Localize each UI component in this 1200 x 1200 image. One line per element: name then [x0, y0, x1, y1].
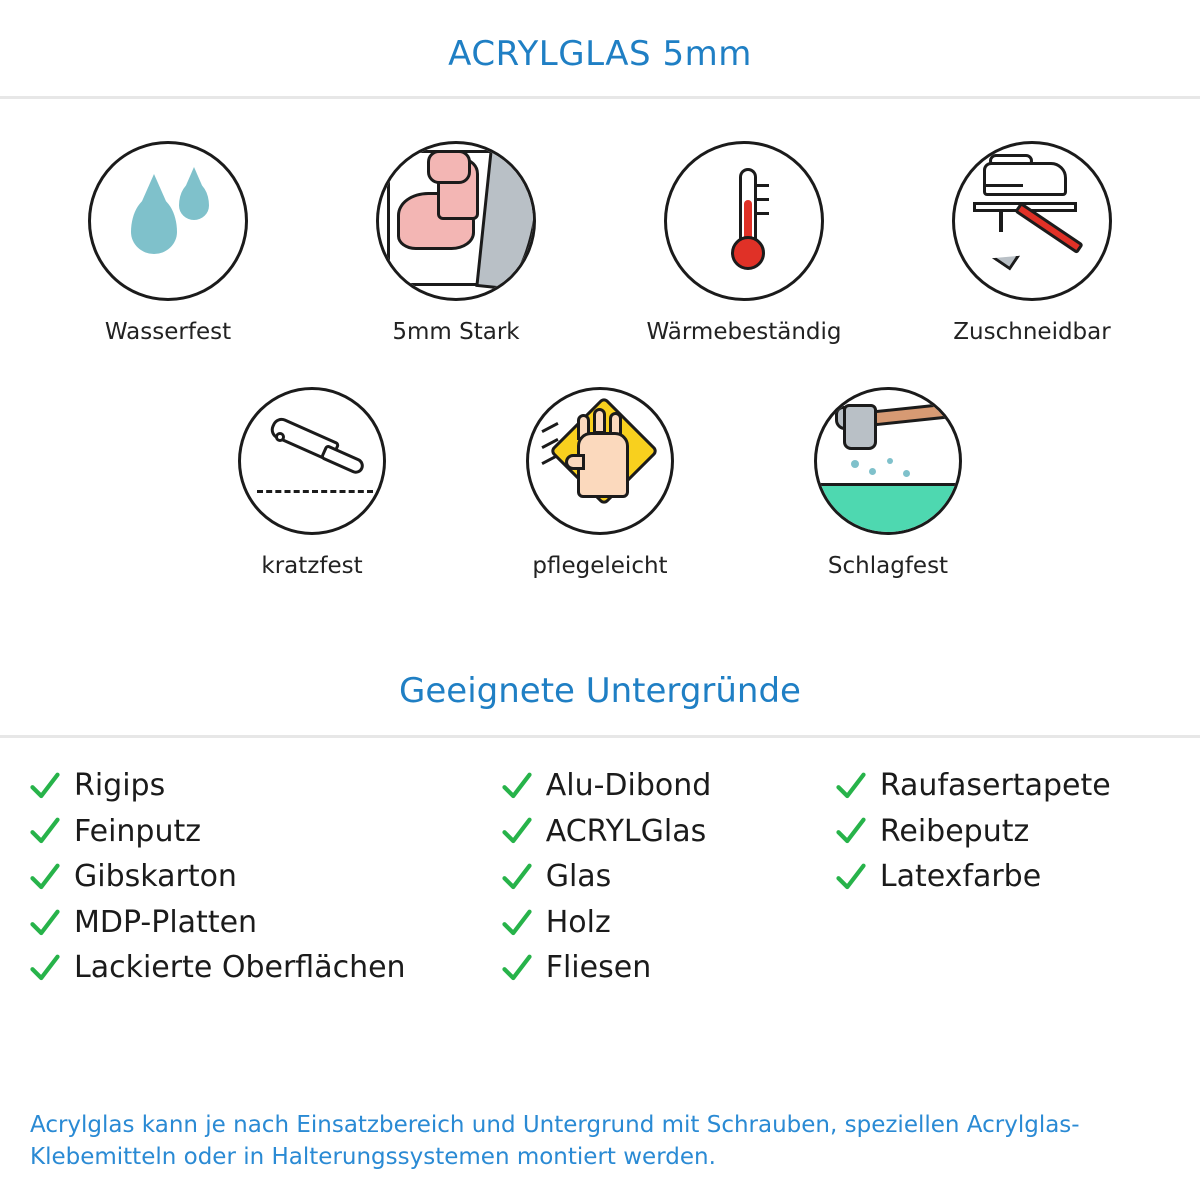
substrates-column-2 [502, 766, 836, 988]
jigsaw-cutter-icon [952, 141, 1112, 301]
check-icon [502, 862, 532, 892]
feature-label: kratzfest [261, 553, 363, 579]
thermometer-tick-shape [757, 198, 769, 201]
check-icon [836, 771, 866, 801]
check-icon [502, 908, 532, 938]
check-icon [30, 953, 60, 983]
list-item [30, 812, 502, 852]
thermometer-tick-shape [757, 212, 769, 215]
hammer-head-shape [843, 404, 877, 450]
thermometer-tick-shape [757, 184, 769, 187]
list-item-label: Holz [545, 904, 611, 940]
surface-fill-shape [817, 486, 959, 532]
list-item-label: Feinputz [74, 813, 201, 849]
knife-handle-shape [320, 444, 367, 477]
hand-cloth-icon [526, 387, 674, 535]
list-item-label: Glas [545, 859, 612, 895]
feature-label: Wasserfest [104, 319, 232, 345]
substrates-list [0, 738, 1200, 988]
thermometer-icon [664, 141, 824, 301]
list-item-label: Raufasertapete [879, 768, 1111, 803]
list-item [30, 857, 502, 897]
list-item [30, 948, 502, 988]
check-icon [30, 908, 60, 938]
list-item [502, 857, 836, 897]
feature-zuschneidbar [932, 141, 1132, 345]
impact-spark-shape [903, 470, 910, 477]
substrates-heading: Geeignete Untergründe [399, 671, 801, 711]
check-icon [502, 953, 532, 983]
substrates-column-3 [836, 766, 1170, 988]
jigsaw-detail-shape [985, 184, 1023, 187]
list-item-label: Rigips [74, 768, 166, 803]
water-drop-large-shape [131, 196, 177, 254]
finger-shape [593, 408, 606, 434]
list-item [502, 766, 836, 806]
list-item-label: Lackierte Oberflächen [74, 950, 406, 986]
feature-kratzfest [212, 387, 412, 579]
jigsaw-blade-shape [999, 210, 1003, 232]
list-item [30, 766, 502, 806]
check-icon [836, 816, 866, 846]
list-item-label: Alu-Dibond [545, 768, 712, 803]
page-title: ACRYLGLAS 5mm [448, 34, 752, 74]
check-icon [30, 771, 60, 801]
hammer-impact-icon [814, 387, 962, 535]
list-item-label: ACRYLGlas [545, 813, 707, 849]
feature-label: Schlagfest [827, 553, 949, 579]
list-item [836, 812, 1170, 852]
water-drop-small-shape [179, 182, 209, 220]
substrates-column-1 [30, 766, 502, 988]
footer-note: Acrylglas kann je nach Einsatzbereich und Untergrund mit Schrauben, speziellen Acrylglas-Klebemitteln oder in Halterungssystemen montiert werden. [30, 1111, 1080, 1171]
list-item [836, 766, 1170, 806]
strong-arm-icon [376, 141, 536, 301]
feature-wasserfest [68, 141, 268, 345]
feature-label: 5mm Stark [392, 319, 520, 345]
knife-scratch-icon [238, 387, 386, 535]
list-item [502, 812, 836, 852]
cutter-blade-tip-shape [992, 243, 1020, 270]
check-icon [502, 771, 532, 801]
list-item [30, 903, 502, 943]
jigsaw-body-shape [983, 162, 1067, 196]
fist-shape [427, 150, 471, 184]
surface-line-shape [817, 483, 959, 486]
list-item [502, 903, 836, 943]
scratch-line-shape [257, 490, 373, 493]
feature-waermebestaendig [644, 141, 844, 345]
list-item-label: Gibskarton [74, 859, 237, 895]
list-item-label: Latexfarbe [879, 859, 1042, 895]
list-item [836, 857, 1170, 897]
feature-pflegeleicht [500, 387, 700, 579]
motion-line-shape [541, 422, 558, 433]
list-item-label: Fliesen [545, 950, 652, 986]
thumb-shape [565, 454, 585, 470]
feature-label: Wärmebeständig [646, 319, 842, 345]
thermometer-bulb-shape [731, 236, 765, 270]
feature-row-2 [0, 387, 1200, 579]
list-item-label: Reibeputz [879, 813, 1030, 849]
feature-row-1 [0, 141, 1200, 345]
check-icon [502, 816, 532, 846]
check-icon [30, 862, 60, 892]
feature-grid [0, 99, 1200, 579]
impact-spark-shape [869, 468, 876, 475]
hammer-handle-shape [872, 402, 957, 427]
feature-label: pflegeleicht [532, 553, 668, 579]
impact-spark-shape [851, 460, 859, 468]
feature-5mm-stark [356, 141, 556, 345]
feature-label: Zuschneidbar [953, 319, 1111, 345]
impact-spark-shape [887, 458, 893, 464]
list-item-label: MDP-Platten [74, 904, 258, 940]
check-icon [30, 816, 60, 846]
knife-hole-shape [275, 432, 285, 442]
feature-schlagfest [788, 387, 988, 579]
water-drops-icon [88, 141, 248, 301]
list-item [502, 948, 836, 988]
check-icon [836, 862, 866, 892]
